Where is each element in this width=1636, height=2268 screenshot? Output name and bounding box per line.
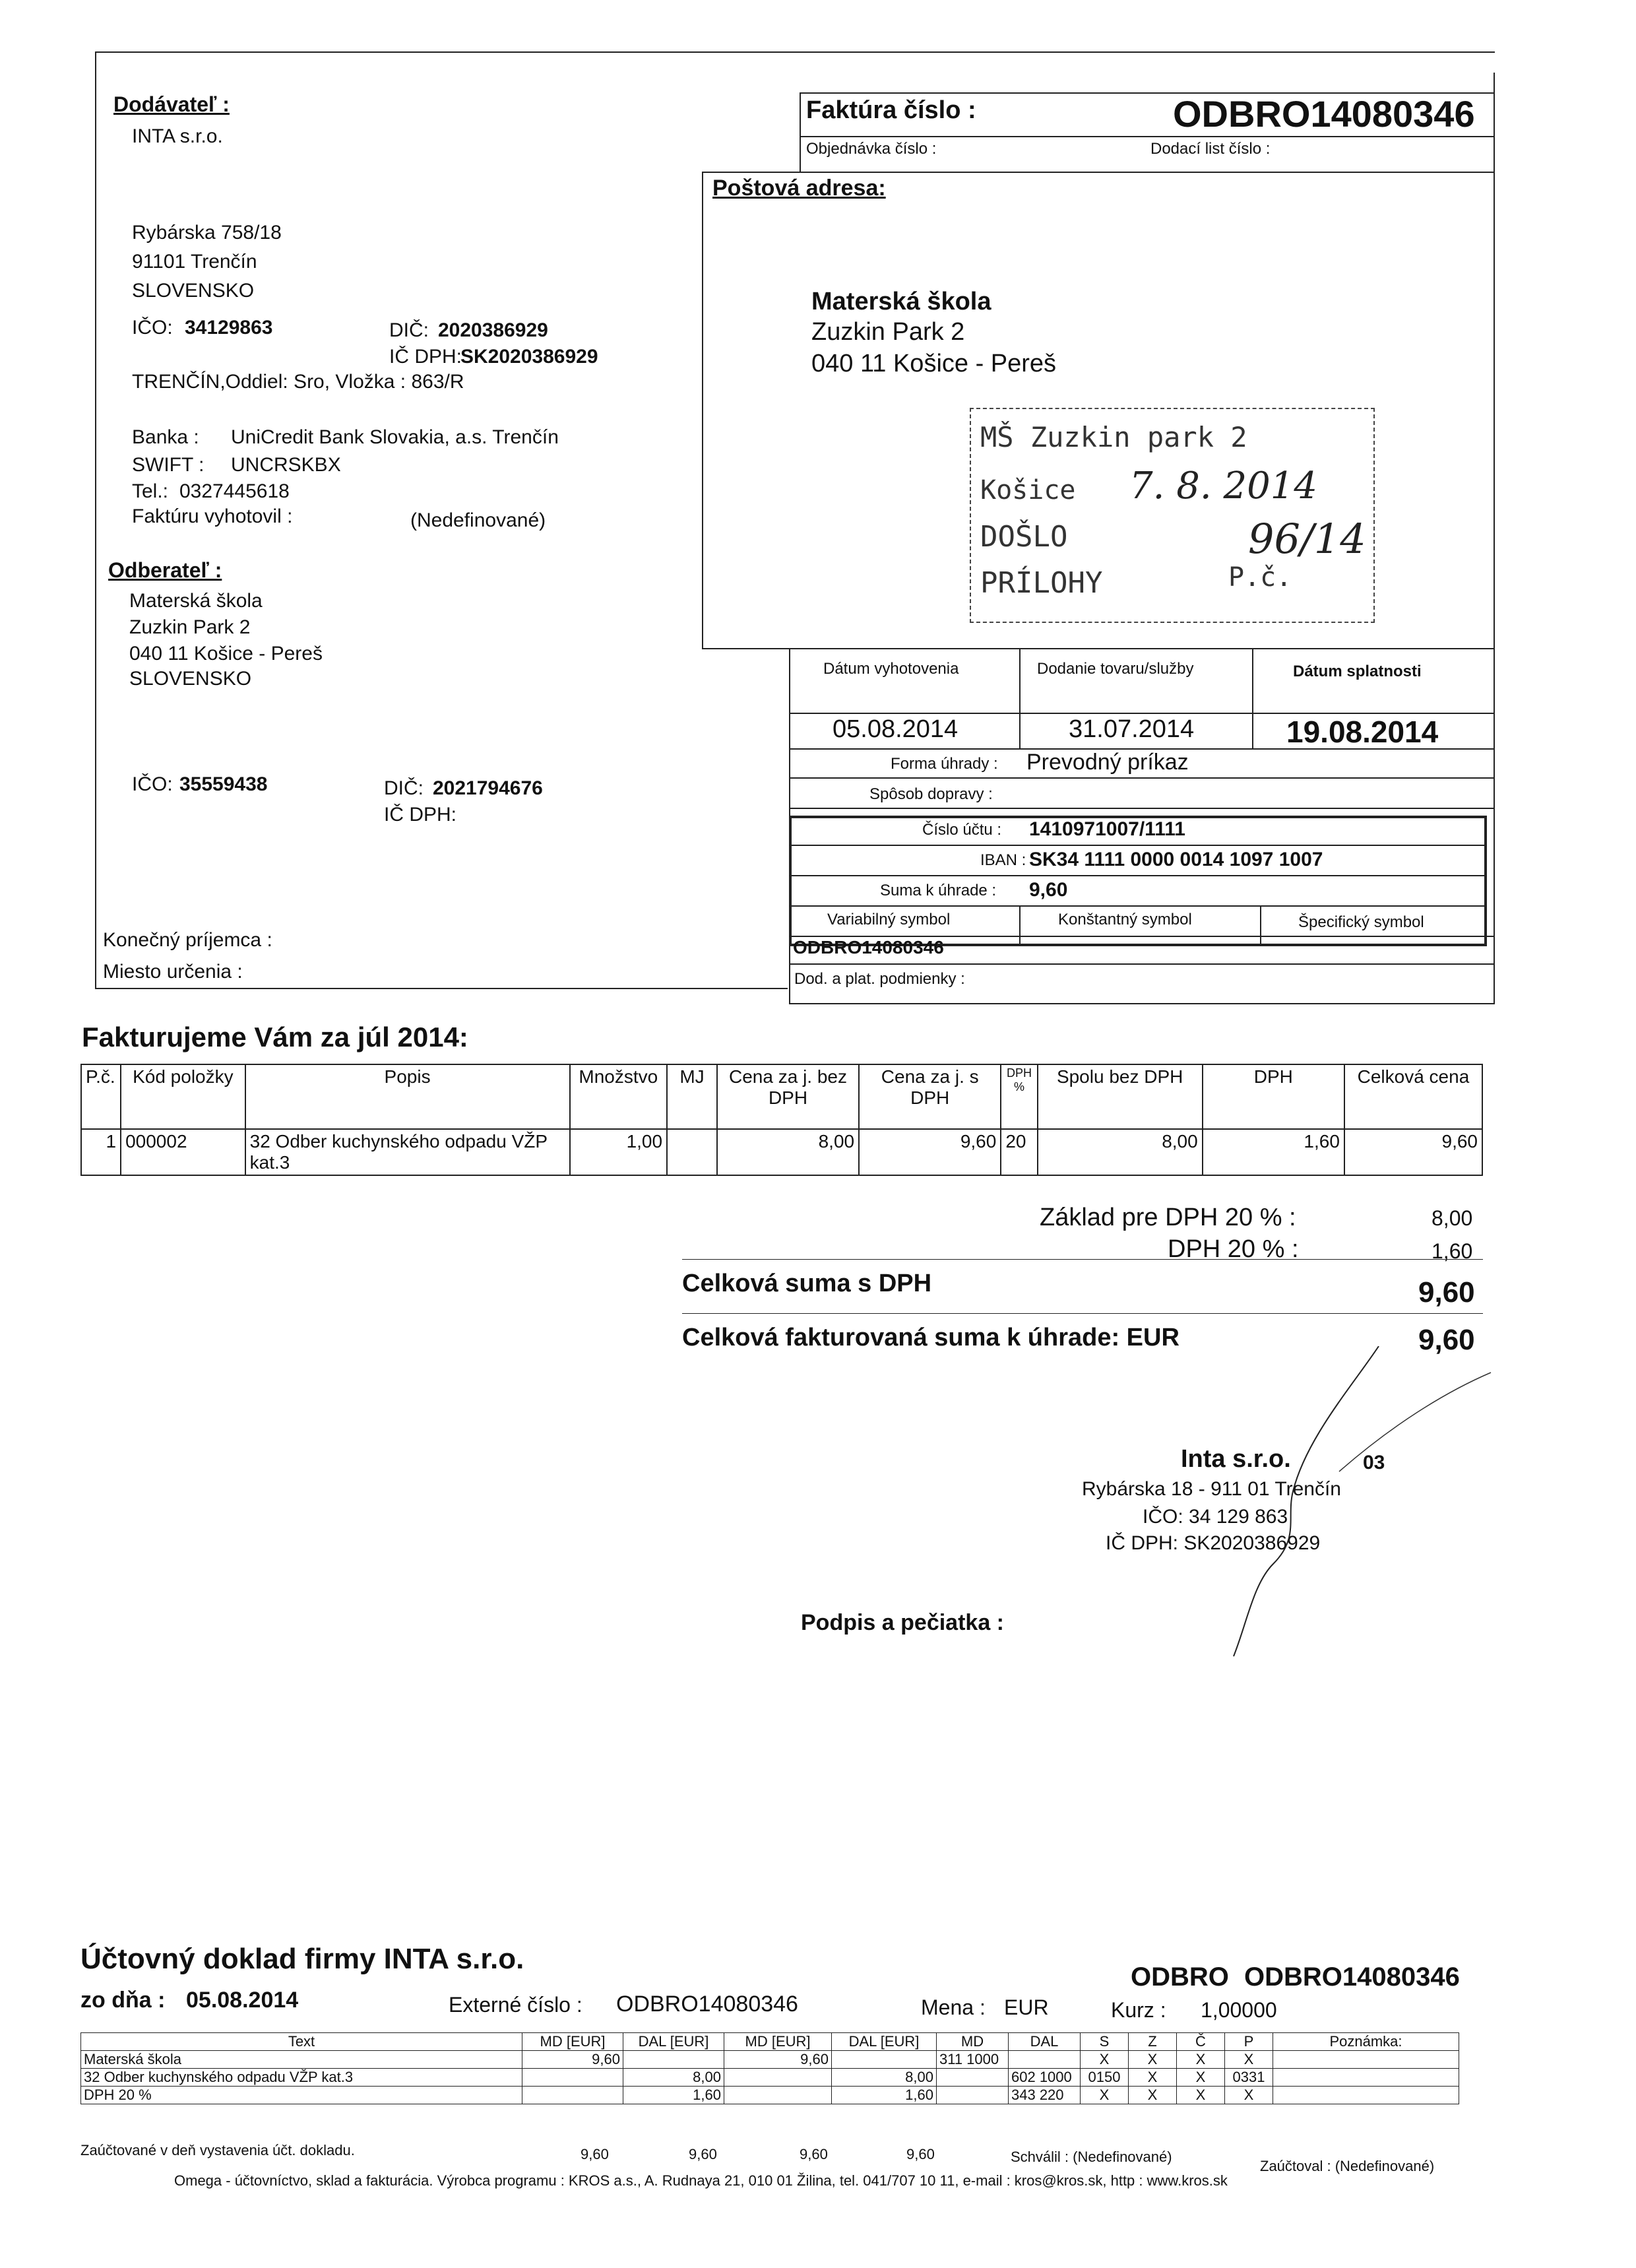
supplier-dic-label: DIČ:	[389, 319, 429, 341]
top-border	[95, 51, 1495, 53]
destination-label: Miesto určenia :	[103, 961, 243, 983]
amount-due-label: Celková fakturovaná suma k úhrade: EUR	[682, 1324, 1180, 1351]
order-number-label: Objednávka číslo :	[806, 140, 937, 158]
delivery-date: 31.07.2014	[1069, 715, 1195, 743]
currency: EUR	[1004, 1995, 1049, 2019]
external-number: ODBRO14080346	[616, 1992, 798, 2017]
approved-by: Schválil : (Nedefinované)	[1011, 2149, 1172, 2165]
acc-cell-md1	[522, 2069, 623, 2087]
transport-underline	[789, 808, 1495, 809]
stamp-line1: MŠ Zuzkin park 2	[980, 421, 1247, 453]
stamp-line2: Košice	[980, 475, 1076, 505]
cell-unit	[667, 1129, 717, 1175]
cell-description: 32 Odber kuchynského odpadu VŽP kat.3	[245, 1129, 570, 1175]
cell-quantity: 1,00	[570, 1129, 668, 1175]
invoice-title-label: Faktúra číslo :	[806, 96, 976, 124]
title-box-left	[800, 92, 801, 172]
col-header-unit-price: Cena za j. bez DPH	[717, 1064, 859, 1129]
acc-cell-md-acc: 311 1000	[937, 2051, 1009, 2069]
acc-cell-note	[1273, 2051, 1459, 2069]
acc-cell-p: X	[1225, 2051, 1273, 2069]
supplier-country: SLOVENSKO	[132, 280, 255, 302]
bottom-border	[95, 988, 788, 989]
acc-header-text: Text	[81, 2033, 522, 2051]
col-header-total-net: Spolu bez DPH	[1038, 1064, 1203, 1129]
vs-value: ODBRO14080346	[793, 937, 944, 957]
invoice-number: ODBRO14080346	[1173, 93, 1475, 135]
col-header-description: Popis	[245, 1064, 570, 1129]
supplier-icdph-label: IČ DPH:	[389, 346, 462, 368]
method-underline	[789, 777, 1495, 779]
accounting-footer-dal2: 9,60	[906, 2146, 935, 2162]
amount-label: Suma k úhrade :	[880, 882, 997, 899]
acc-header-p: P	[1225, 2033, 1273, 2051]
cell-total: 9,60	[1344, 1129, 1482, 1175]
accounting-table	[80, 2032, 1459, 2104]
customer-street: Zuzkin Park 2	[129, 616, 251, 638]
vat-base-label: Základ pre DPH 20 % :	[1040, 1204, 1296, 1231]
iban-label: IBAN :	[980, 851, 1026, 869]
postal-street: Zuzkin Park 2	[811, 318, 965, 346]
vs-value-underline	[789, 963, 1495, 965]
table-row	[81, 1129, 1482, 1175]
acc-cell-c: X	[1177, 2069, 1225, 2087]
ss-label: Špecifický symbol	[1298, 913, 1424, 931]
supplier-ico: 34129863	[185, 317, 273, 339]
supplier-register: TRENČÍN,Oddiel: Sro, Vložka : 863/R	[132, 371, 464, 393]
supplier-name: INTA s.r.o.	[132, 125, 223, 147]
items-header-row	[81, 1064, 1482, 1129]
payment-method-label: Forma úhrady :	[891, 755, 998, 773]
supplier-tel-label: Tel.:	[132, 480, 169, 502]
stamp-line3: DOŠLO	[980, 520, 1068, 554]
customer-country: SLOVENSKO	[129, 668, 252, 690]
supplier-dic: 2020386929	[438, 319, 548, 341]
col-header-vat-rate: DPH %	[1001, 1064, 1037, 1129]
acc-header-dal2: DAL [EUR]	[832, 2033, 937, 2051]
acc-cell-text: Materská škola	[81, 2051, 522, 2069]
account-label: Číslo účtu :	[922, 821, 1002, 839]
acc-header-note: Poznámka:	[1273, 2033, 1459, 2051]
acc-cell-note	[1273, 2069, 1459, 2087]
accounting-date-label: zo dňa :	[80, 1988, 166, 2013]
symbols-sep1	[1019, 905, 1021, 946]
acc-header-md2: MD [EUR]	[724, 2033, 832, 2051]
total-with-vat-label: Celková suma s DPH	[682, 1270, 932, 1297]
supplier-tel: 0327445618	[179, 480, 290, 502]
acc-cell-md-acc	[937, 2087, 1009, 2104]
signature-label: Podpis a pečiatka :	[801, 1610, 1004, 1635]
acc-cell-dal2	[832, 2051, 937, 2069]
vat-base-value: 8,00	[1432, 1206, 1473, 1230]
vs-label: Variabilný symbol	[827, 911, 951, 928]
billing-heading: Fakturujeme Vám za júl 2014:	[82, 1021, 468, 1053]
acc-cell-md1: 9,60	[522, 2051, 623, 2069]
totals-divider2	[682, 1313, 1483, 1314]
accounting-footer-md1: 9,60	[581, 2146, 609, 2162]
totals-divider1	[682, 1259, 1483, 1260]
supplier-city: 91101 Trenčín	[132, 251, 257, 273]
acc-cell-text: DPH 20 %	[81, 2087, 522, 2104]
vat-amount-value: 1,60	[1432, 1239, 1473, 1263]
signature	[1227, 1346, 1504, 1663]
title-divider	[800, 136, 1495, 137]
external-number-label: Externé číslo :	[449, 1993, 582, 2017]
symbols-sep2	[1260, 905, 1261, 946]
supplier-street: Rybárska 758/18	[132, 222, 282, 243]
account-number: 1410971007/1111	[1029, 818, 1185, 840]
acc-cell-dal1	[623, 2051, 724, 2069]
col-header-quantity: Množstvo	[570, 1064, 668, 1129]
iban: SK34 1111 0000 0014 1097 1007	[1029, 849, 1323, 870]
postal-address-label: Poštová adresa:	[712, 176, 886, 201]
supplier-heading: Dodávateľ :	[113, 92, 230, 116]
table-row	[81, 2087, 1459, 2104]
supplier-bank: UniCredit Bank Slovakia, a.s. Trenčín	[231, 426, 559, 448]
customer-name: Materská škola	[129, 590, 263, 612]
transport-label: Spôsob dopravy :	[869, 785, 993, 803]
col-header-pc: P.č.	[81, 1064, 121, 1129]
cell-pc: 1	[81, 1129, 121, 1175]
supplier-swift: UNCRSKBX	[231, 454, 341, 476]
acc-cell-p: 0331	[1225, 2069, 1273, 2087]
accounting-footer-dal1: 9,60	[689, 2146, 717, 2162]
acc-cell-md2	[724, 2087, 832, 2104]
acc-cell-dal2: 8,00	[832, 2069, 937, 2087]
company-stamp-icdph: IČ DPH: SK2020386929	[1106, 1532, 1321, 1554]
stamp-pc-label: P.č.	[1228, 562, 1292, 593]
col-header-vat: DPH	[1203, 1064, 1344, 1129]
currency-label: Mena :	[921, 1995, 986, 2019]
acc-cell-dal1: 1,60	[623, 2087, 724, 2104]
rate: 1,00000	[1201, 1998, 1277, 2022]
supplier-ico-label: IČO:	[132, 317, 173, 339]
customer-ico: 35559438	[179, 773, 268, 795]
customer-dic: 2021794676	[433, 777, 543, 799]
accounting-footer-md2: 9,60	[800, 2146, 828, 2162]
stamp-handwritten-date: 7. 8. 2014	[1129, 465, 1317, 507]
acc-cell-dal-acc: 602 1000	[1009, 2069, 1081, 2087]
vat-amount-label: DPH 20 % :	[1168, 1235, 1299, 1263]
acc-cell-md2: 9,60	[724, 2051, 832, 2069]
payment-method: Prevodný príkaz	[1026, 750, 1189, 775]
cell-vat: 1,60	[1203, 1129, 1344, 1175]
acc-cell-z: X	[1129, 2069, 1177, 2087]
iban-underline	[789, 875, 1487, 876]
booked-by: Zaúčtoval : (Nedefinované)	[1260, 2158, 1435, 2174]
issue-date-label: Dátum vyhotovenia	[823, 660, 959, 678]
amount-due: 9,60	[1029, 879, 1068, 901]
col-header-unit-price-vat: Cena za j. s DPH	[859, 1064, 1001, 1129]
postal-name: Materská škola	[811, 288, 991, 315]
acc-cell-dal1: 8,00	[623, 2069, 724, 2087]
stamp-line4: PRÍLOHY	[980, 566, 1103, 600]
terms-label: Dod. a plat. podmienky :	[794, 970, 965, 988]
acc-header-dal-acc: DAL	[1009, 2033, 1081, 2051]
accounting-footer-label: Zaúčtované v deň vystavenia účt. dokladu.	[80, 2142, 355, 2158]
dates-col-sep2	[1252, 649, 1253, 750]
postal-city: 040 11 Košice - Pereš	[811, 350, 1057, 377]
acc-header-dal1: DAL [EUR]	[623, 2033, 724, 2051]
acc-cell-md1	[522, 2087, 623, 2104]
left-border	[95, 51, 96, 988]
ks-label: Konštantný symbol	[1058, 911, 1192, 928]
company-stamp-code: 03	[1363, 1452, 1385, 1474]
received-stamp	[970, 408, 1375, 623]
acc-cell-s: X	[1081, 2087, 1129, 2104]
acc-header-s: S	[1081, 2033, 1129, 2051]
col-header-unit: MJ	[667, 1064, 717, 1129]
dates-col-sep1	[1019, 649, 1021, 750]
acc-cell-c: X	[1177, 2051, 1225, 2069]
acc-header-md1: MD [EUR]	[522, 2033, 623, 2051]
acc-header-z: Z	[1129, 2033, 1177, 2051]
delivery-date-label: Dodanie tovaru/služby	[1037, 660, 1194, 678]
acc-cell-text: 32 Odber kuchynského odpadu VŽP kat.3	[81, 2069, 522, 2087]
total-with-vat-value: 9,60	[1418, 1276, 1475, 1309]
due-date-label: Dátum splatnosti	[1293, 663, 1422, 680]
account-underline	[789, 845, 1487, 846]
delivery-note-label: Dodací list číslo :	[1150, 140, 1271, 158]
acc-cell-md-acc	[937, 2069, 1009, 2087]
acc-cell-dal-acc	[1009, 2051, 1081, 2069]
final-recipient-label: Konečný príjemca :	[103, 929, 272, 951]
accounting-date: 05.08.2014	[186, 1988, 299, 2013]
customer-city: 040 11 Košice - Pereš	[129, 643, 323, 664]
cell-code: 000002	[121, 1129, 245, 1175]
supplier-bank-label: Banka :	[132, 426, 199, 448]
company-stamp-ico: IČO: 34 129 863	[1143, 1506, 1288, 1528]
terms-underline	[789, 1003, 1495, 1004]
acc-cell-z: X	[1129, 2051, 1177, 2069]
supplier-icdph: SK2020386929	[460, 346, 598, 368]
col-header-total: Celková cena	[1344, 1064, 1482, 1129]
software-footer: Omega - účtovníctvo, sklad a fakturácia. Výrobca programu : KROS a.s., A. Rudnaya 21, 010 01 Žilina, tel. 041/707 10 11, e-mail : kros@kros.sk, http : www.kros.sk	[174, 2172, 1228, 2189]
supplier-issued-by: (Nedefinované)	[410, 509, 546, 531]
acc-cell-c: X	[1177, 2087, 1225, 2104]
stamp-handwritten-number: 96/14	[1248, 515, 1366, 563]
customer-dic-label: DIČ:	[384, 777, 424, 799]
acc-cell-s: X	[1081, 2051, 1129, 2069]
customer-ico-label: IČO:	[132, 773, 173, 795]
acc-cell-dal2: 1,60	[832, 2087, 937, 2104]
table-row	[81, 2069, 1459, 2087]
table-row	[81, 2051, 1459, 2069]
acc-cell-md2	[724, 2069, 832, 2087]
accounting-header-row	[81, 2033, 1459, 2051]
col-header-code: Kód položky	[121, 1064, 245, 1129]
rate-label: Kurz :	[1111, 1998, 1166, 2022]
due-date: 19.08.2014	[1286, 715, 1439, 749]
acc-header-md-acc: MD	[937, 2033, 1009, 2051]
amount-underline	[789, 905, 1487, 907]
cell-unit-price: 8,00	[717, 1129, 859, 1175]
acc-cell-note	[1273, 2087, 1459, 2104]
supplier-issued-by-label: Faktúru vyhotovil :	[132, 505, 293, 527]
accounting-series: ODBRO	[1131, 1962, 1229, 1992]
company-stamp-address: Rybárska 18 - 911 01 Trenčín	[1082, 1478, 1341, 1500]
acc-cell-dal-acc: 343 220	[1009, 2087, 1081, 2104]
accounting-number: ODBRO14080346	[1244, 1962, 1460, 1992]
cell-vat-rate: 20	[1001, 1129, 1037, 1175]
supplier-swift-label: SWIFT :	[132, 454, 204, 476]
right-column-left	[789, 649, 790, 1003]
acc-header-c: Č	[1177, 2033, 1225, 2051]
acc-cell-p: X	[1225, 2087, 1273, 2104]
cell-unit-price-vat: 9,60	[859, 1129, 1001, 1175]
items-table	[80, 1064, 1483, 1176]
acc-cell-z: X	[1129, 2087, 1177, 2104]
amount-due-total: 9,60	[1418, 1324, 1475, 1356]
customer-heading: Odberateľ :	[108, 558, 222, 582]
acc-cell-s: 0150	[1081, 2069, 1129, 2087]
cell-total-net: 8,00	[1038, 1129, 1203, 1175]
company-stamp-name: Inta s.r.o.	[1181, 1445, 1291, 1473]
customer-icdph-label: IČ DPH:	[384, 804, 457, 826]
accounting-title: Účtovný doklad firmy INTA s.r.o.	[80, 1943, 524, 1975]
issue-date: 05.08.2014	[833, 715, 959, 743]
